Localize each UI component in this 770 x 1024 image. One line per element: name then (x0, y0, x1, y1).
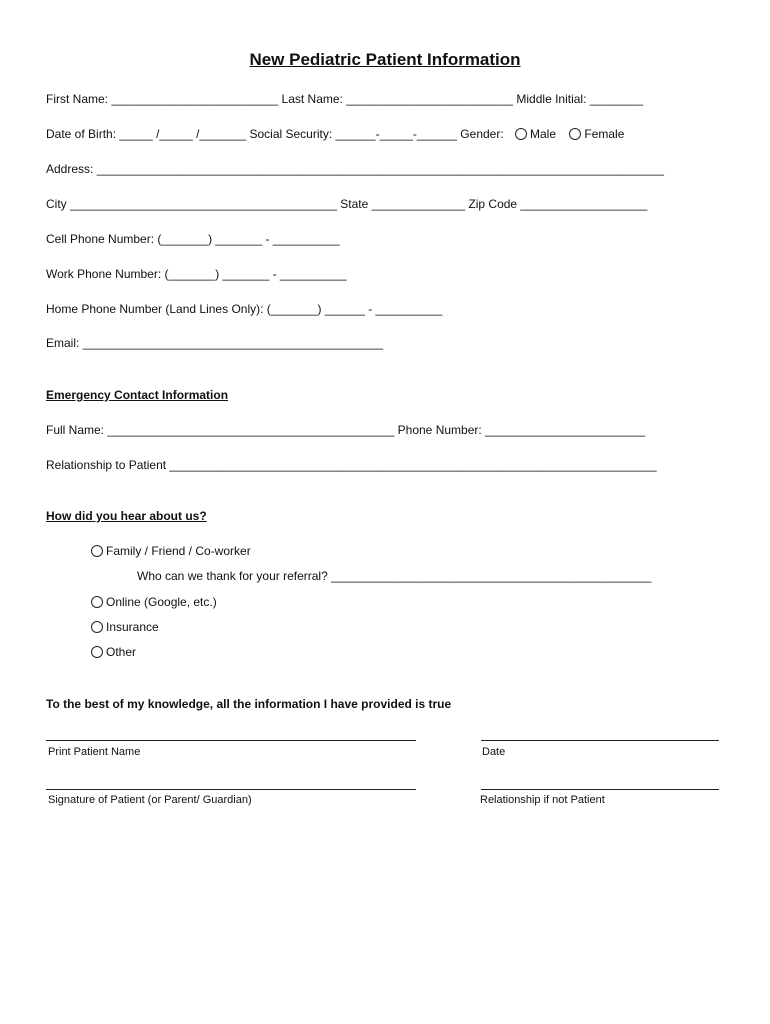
email-row[interactable]: Email: _____________________________________________ (46, 336, 383, 350)
radio-circle-icon[interactable] (91, 646, 103, 658)
home-phone-row[interactable]: Home Phone Number (Land Lines Only): (_______) ______ - __________ (46, 302, 443, 316)
radio-circle-icon[interactable] (91, 596, 103, 608)
date-label: Date (482, 746, 506, 758)
work-phone-row[interactable]: Work Phone Number: (_______) _______ - __________ (46, 267, 347, 281)
referral-option-insurance[interactable] (91, 620, 159, 634)
referral-option-other[interactable] (91, 645, 136, 659)
referral-option-label: Other (106, 645, 137, 659)
city-row[interactable]: City ________________________________________ State ______________ Zip Code ___________________ (46, 197, 648, 211)
referral-option-label: Insurance (106, 620, 159, 634)
dob-ssn-gender-row (46, 127, 624, 141)
dob-ssn-text[interactable]: Date of Birth: _____ /_____ /_______ Social Security: ______-_____-______ Gender: (46, 127, 504, 141)
print-name-line[interactable] (46, 740, 416, 741)
names-row[interactable]: First Name: _________________________ Last Name: _________________________ Middle Initial: ________ (46, 92, 644, 106)
radio-circle-icon[interactable] (91, 621, 103, 633)
print-name-label: Print Patient Name (48, 746, 141, 758)
emergency-full-name-row[interactable]: Full Name: ___________________________________________ Phone Number: ________________________ (46, 423, 646, 437)
relationship-label: Relationship if not Patient (480, 794, 605, 806)
relationship-line[interactable] (481, 789, 719, 790)
radio-circle-icon[interactable] (515, 128, 527, 140)
referral-option-label: Family / Friend / Co-worker (106, 544, 251, 558)
referral-heading: How did you hear about us? (46, 509, 207, 523)
date-line[interactable] (481, 740, 719, 741)
referral-thanks-row[interactable]: Who can we thank for your referral? ________________________________________________ (137, 569, 652, 583)
address-row[interactable]: Address: _____________________________________________________________________________________ (46, 162, 664, 176)
page-title: New Pediatric Patient Information (249, 50, 521, 69)
signature-label: Signature of Patient (or Parent/ Guardian) (48, 794, 252, 806)
signature-line[interactable] (46, 789, 416, 790)
referral-option-label: Online (Google, etc.) (106, 595, 217, 609)
radio-circle-icon[interactable] (91, 545, 103, 557)
referral-option-online[interactable] (91, 595, 217, 609)
referral-option-family[interactable] (91, 544, 251, 558)
emergency-relationship-row[interactable]: Relationship to Patient _________________________________________________________________________ (46, 458, 657, 472)
gender-male-label: Male (530, 127, 557, 141)
gender-female-option[interactable] (569, 127, 624, 141)
gender-female-label: Female (584, 127, 625, 141)
attestation-statement: To the best of my knowledge, all the information I have provided is true (46, 697, 452, 711)
radio-circle-icon[interactable] (569, 128, 581, 140)
emergency-heading: Emergency Contact Information (46, 388, 229, 402)
gender-male-option[interactable] (515, 127, 559, 141)
cell-phone-row[interactable]: Cell Phone Number: (_______) _______ - __________ (46, 232, 340, 246)
